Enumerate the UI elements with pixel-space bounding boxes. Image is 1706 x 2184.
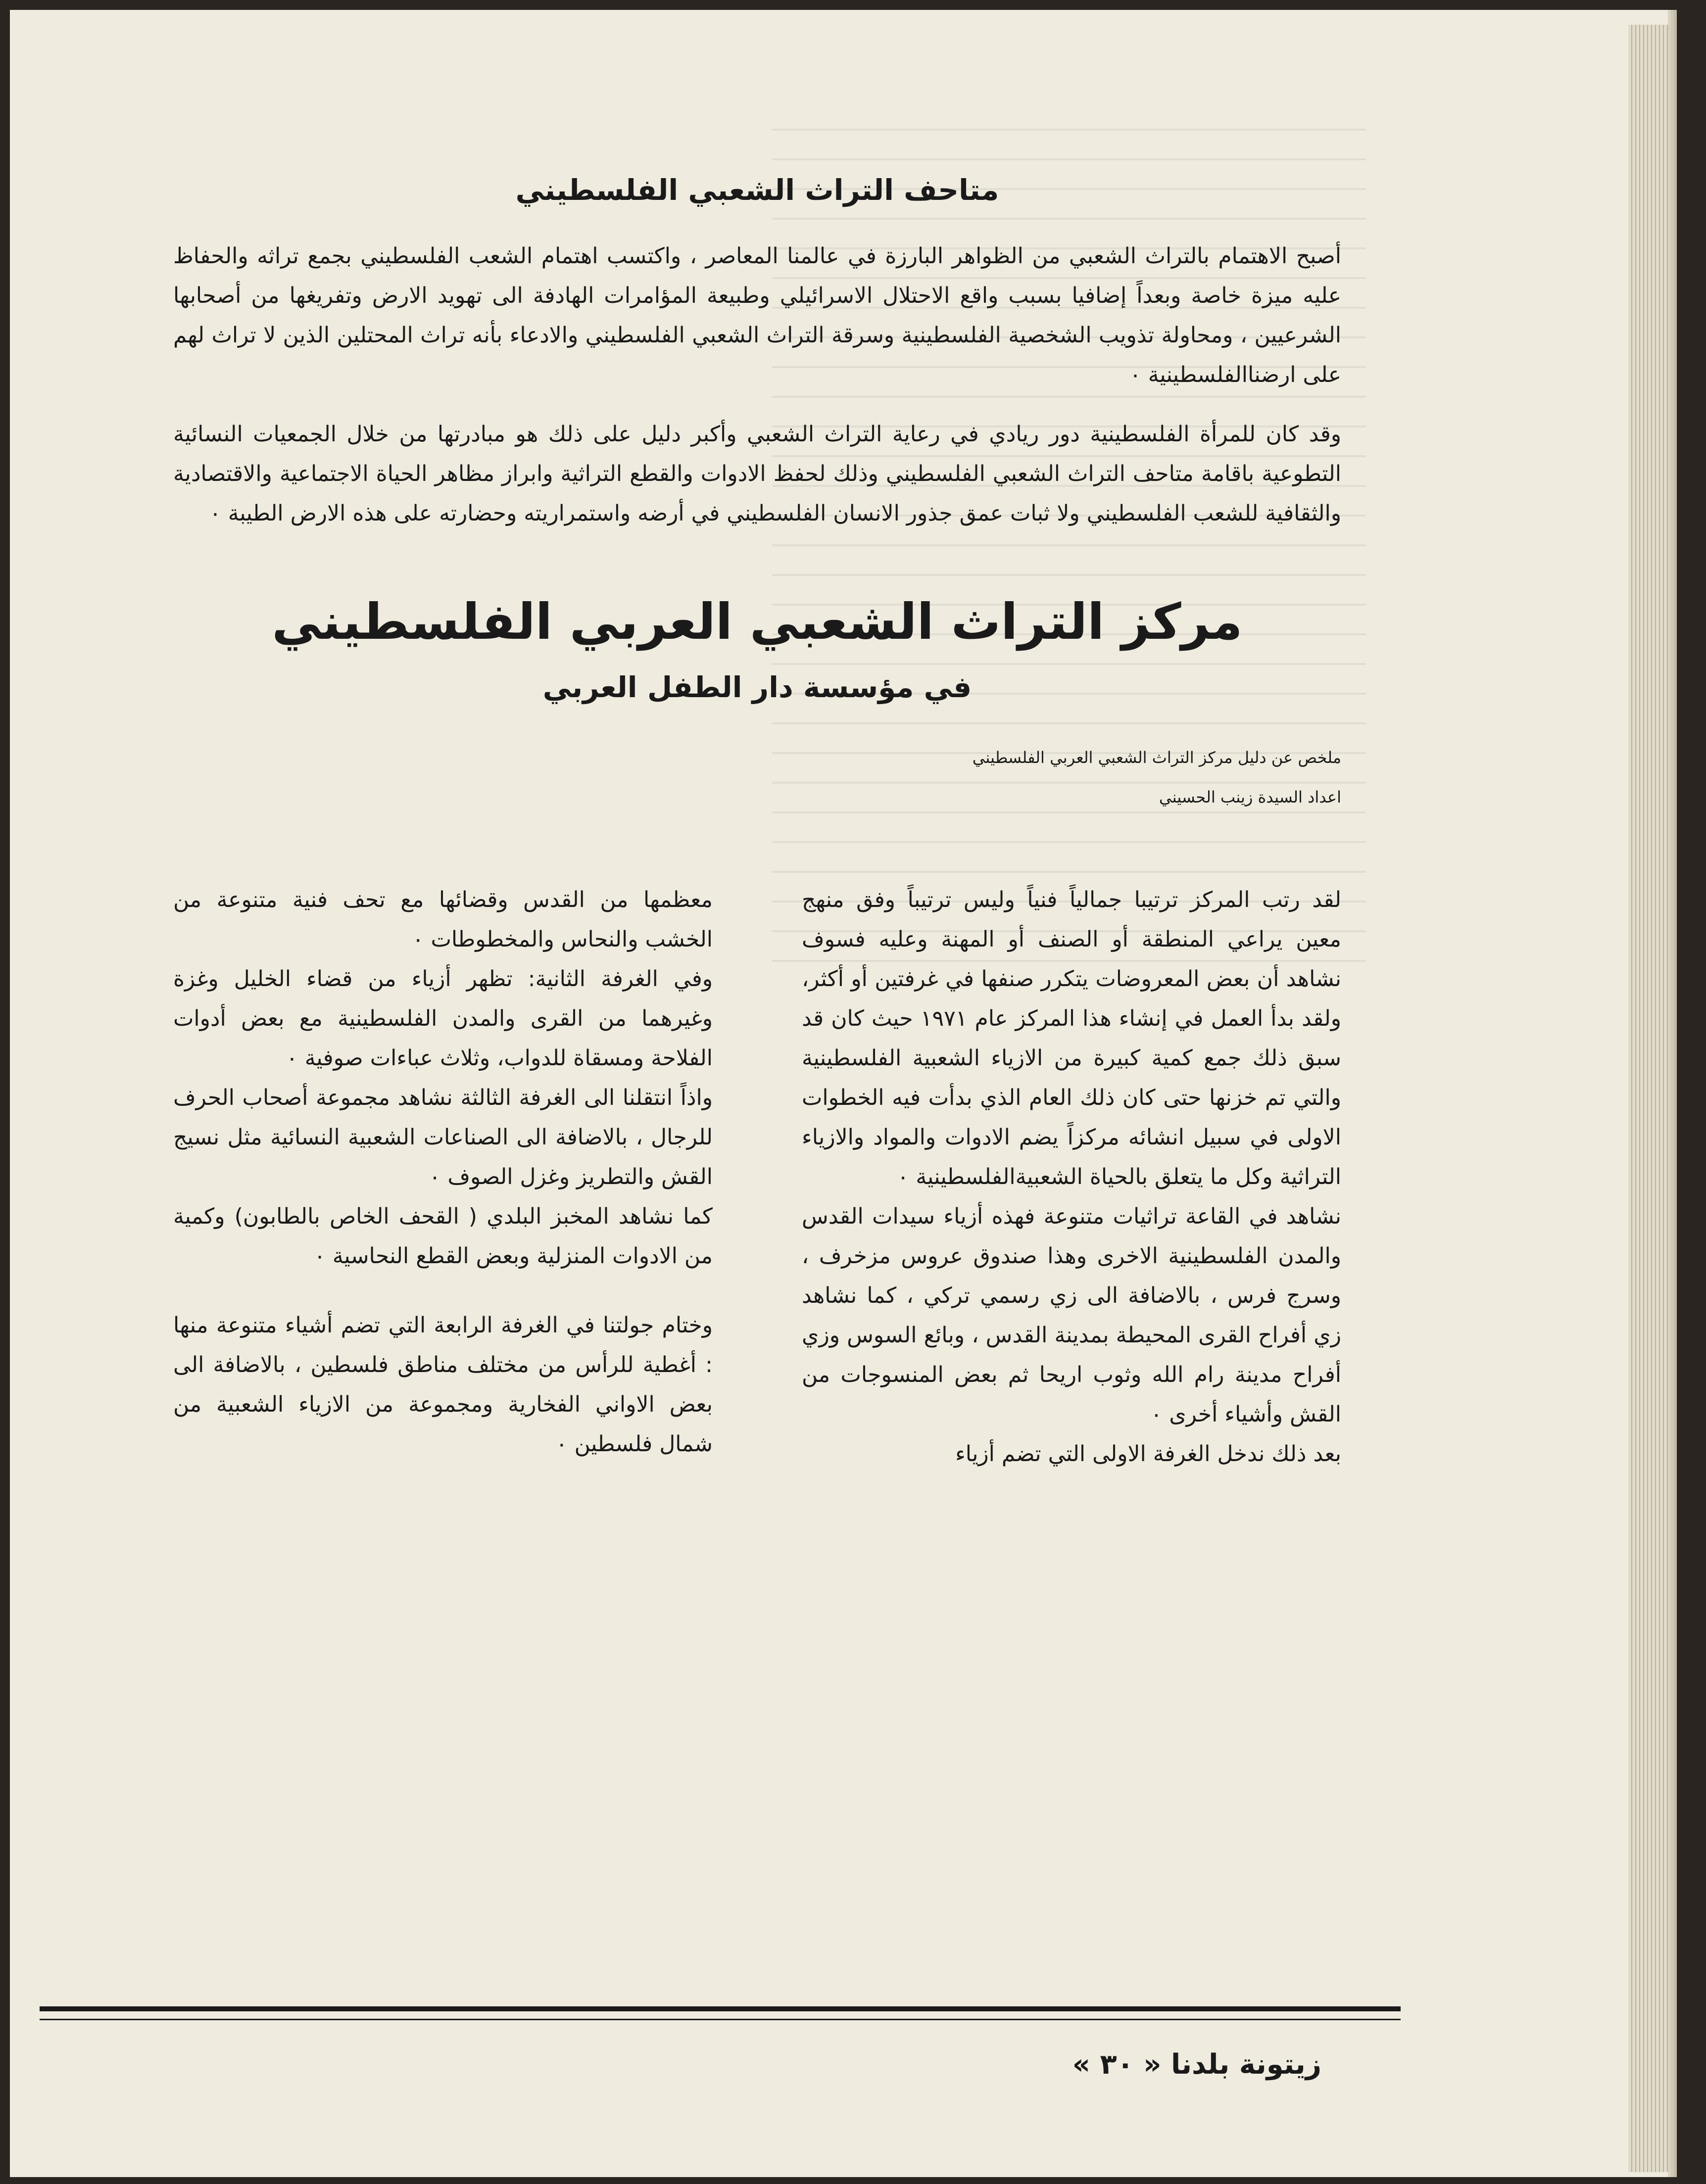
left-column xyxy=(173,880,713,1474)
left-col-paragraph: كما نشاهد المخبز البلدي ( القحف الخاص بالطابون) وكمية من الادوات المنزلية وبعض القطع النحاسية ٠ xyxy=(173,1204,713,1269)
page-edges xyxy=(1628,25,1668,2172)
credit-author: اعداد السيدة زينب الحسيني xyxy=(1159,788,1341,807)
article-subtitle: في مؤسسة دار الطفل العربي xyxy=(542,670,972,704)
left-col-paragraph: وفي الغرفة الثانية: تظهر أزياء من قضاء الخليل وغزة وغيرهما من القرى والمدن الفلسطينية مع بعض أدوات الفلاحة ومسقاة للدواب، وثلاث عباءات صوفية ٠ xyxy=(173,966,713,1071)
left-col-paragraph: واذاً انتقلنا الى الغرفة الثالثة نشاهد مجموعة أصحاب الحرف للرجال ، بالاضافة الى الصناعات الشعبية النسائية مثل نسيج القش والتطريز وغزل الصوف ٠ xyxy=(173,1085,713,1189)
section-title: متاحف التراث الشعبي الفلسطيني xyxy=(515,173,999,207)
footer-rule-thick xyxy=(40,2006,1401,2011)
left-col-paragraph: وختام جولتنا في الغرفة الرابعة التي تضم أشياء متنوعة منها : أغطية للرأس من مختلف مناطق فلسطين ، بالاضافة الى بعض الاواني الفخارية ومجموعة من الازياء الشعبية من شمال فلسطين ٠ xyxy=(173,1313,713,1457)
right-column xyxy=(802,880,1341,1474)
page-number: « ٣٠ » xyxy=(1072,2048,1162,2081)
intro-paragraph-1: أصبح الاهتمام بالتراث الشعبي من الظواهر البارزة في عالمنا المعاصر ، واكتسب اهتمام الشعب الفلسطيني بجمع تراثه والحفاظ عليه ميزة خاصة وبعداً إضافيا بسبب واقع الاحتلال الاسرائيلي وطبيعة المؤامرات الهادفة الى تهويد الارض وتفريغها من أصحابها الشرعيين ، ومحاولة تذويب الشخصية الفلسطينية وسرقة التراث الشعبي الفلسطيني والادعاء بأنه تراث المحتلين الذين لا تراث لهم على ارضناالفلسطينية ٠ xyxy=(173,243,1341,387)
right-col-paragraph: لقد رتب المركز ترتيبا جمالياً فنياً وليس ترتيباً وفق منهج معين يراعي المنطقة أو الصنف أو المهنة وعليه فسوف نشاهد أن بعض المعروضات يتكرر صنفها في غرفتين أو أكثر، ولقد بدأ العمل في إنشاء هذا المركز عام ١٩٧١ حيث كان قد سبق ذلك جمع كمية كبيرة من الازياء الشعبية الفلسطينية والتي تم خزنها حتى كان ذلك العام الذي بدأت فيه الخطوات الاولى في سبيل انشائه مركزاً يضم الادوات والمواد والازياء التراثية وكل ما يتعلق بالحياة الشعبيةالفلسطينية ٠ xyxy=(802,887,1341,1189)
right-col-paragraph: بعد ذلك ندخل الغرفة الاولى التي تضم أزياء xyxy=(955,1441,1341,1467)
credit-source: ملخص عن دليل مركز التراث الشعبي العربي الفلسطيني xyxy=(972,748,1341,767)
footer-rule-thin xyxy=(40,2019,1401,2020)
page xyxy=(10,10,1668,2177)
article-content xyxy=(173,173,1341,1474)
magazine-name: زيتونة بلدنا xyxy=(1170,2048,1321,2081)
left-col-paragraph: معظمها من القدس وقضائها مع تحف فنية متنوعة من الخشب والنحاس والمخطوطات ٠ xyxy=(173,887,713,952)
right-col-paragraph: نشاهد في القاعة تراثيات متنوعة فهذه أزياء سيدات القدس والمدن الفلسطينية الاخرى وهذا صندوق عروس مزخرف ، وسرج فرس ، بالاضافة الى زي رسمي تركي ، كما نشاهد زي أفراح القرى المحيطة بمدينة القدس ، وبائع السوس وزي أفراح مدينة رام الله وثوب اريحا ثم بعض المنسوجات من القش وأشياء أخرى ٠ xyxy=(802,1204,1341,1427)
two-column-body xyxy=(173,880,1341,1474)
intro-paragraph-2: وقد كان للمرأة الفلسطينية دور ريادي في رعاية التراث الشعبي وأكبر دليل على ذلك هو مبادرتها من خلال الجمعيات النسائية التطوعية باقامة متاحف التراث الشعبي الفلسطيني وذلك لحفظ الادوات والقطع التراثية وابراز مظاهر الحياة الاجتماعية والاقتصادية والثقافية للشعب الفلسطيني ولا ثبات عمق جذور الانسان الفلسطيني في أرضه واستمراريته وحضارته على هذه الارض الطيبة ٠ xyxy=(173,422,1341,526)
footer xyxy=(1072,2048,1321,2081)
article-title: مركز التراث الشعبي العربي الفلسطيني xyxy=(272,593,1243,651)
